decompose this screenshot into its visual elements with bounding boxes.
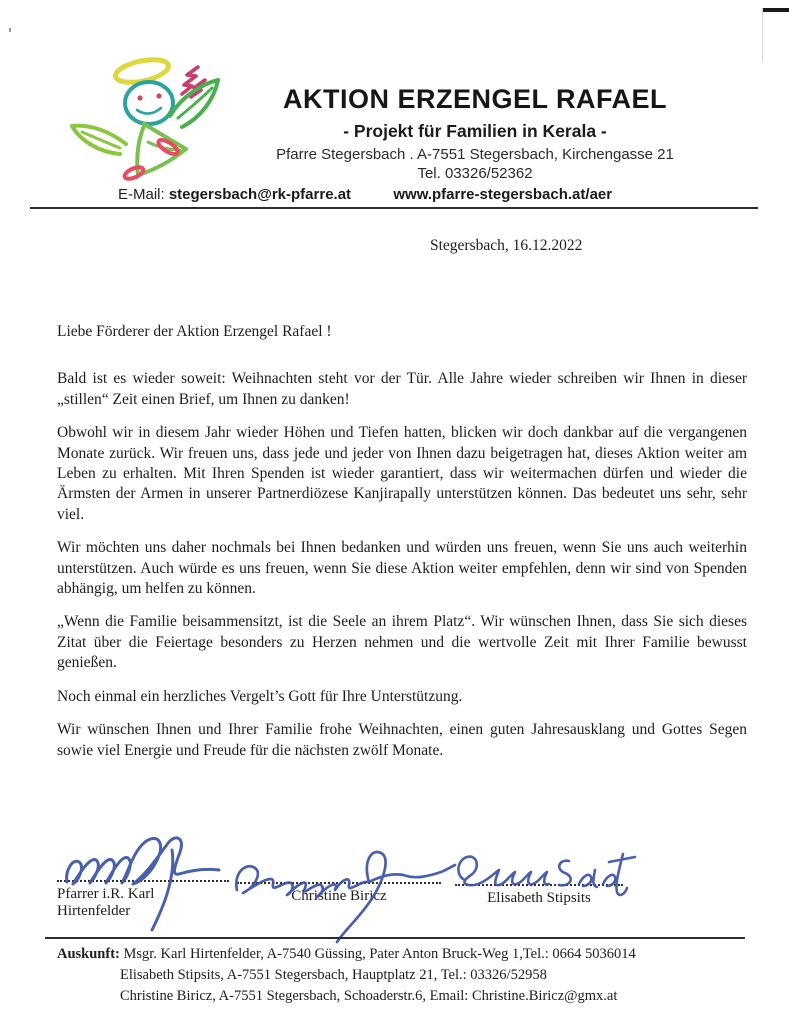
signature-block-christine — [237, 882, 441, 905]
signature-name: Pfarrer i.R. Karl Hirtenfelder — [57, 886, 155, 919]
signature-name: Christine Biricz — [291, 888, 387, 904]
signature-block-karl — [57, 880, 229, 920]
signature-dotted-line — [237, 882, 441, 884]
place-date: Stegersbach, 16.12.2022 — [430, 237, 583, 254]
signature-dotted-line — [455, 884, 623, 886]
email-value: stegersbach@rk-pfarre.at — [168, 186, 352, 203]
signature-block-elisabeth — [455, 884, 623, 907]
body-paragraph-5: Noch einmal ein herzliches Vergelt’s Gott für Ihre Unterstützung. — [57, 687, 463, 705]
email-row — [118, 186, 612, 203]
footer-line-2: Elisabeth Stipsits, A-7551 Stegersbach, Hauptplatz 21, Tel.: 03326/52958 — [120, 967, 547, 983]
body-paragraph-1: Bald ist es wieder soweit: Weihnachten steht vor der Tür. Alle Jahre wieder schreiben wir Ihnen in dieser „stillen“ Zeit einen Brief, um Ihnen zu danken! — [57, 370, 747, 408]
footer-line-3: Christine Biricz, A-7551 Stegersbach, Schoaderstr.6, Email: Christine.Biricz@gmx.at — [120, 988, 618, 1004]
org-phone: Tel. 03326/52362 — [417, 165, 533, 182]
scan-artifact-speck — [9, 28, 11, 32]
body-paragraph-2: Obwohl wir in diesem Jahr wieder Höhen und Tiefen hatten, blicken wir doch dankbar auf die vergangenen Monate zurück. Wir freuen uns, dass jede und jeder von Ihnen dazu beigetragen hat, dieses Aktion weiter am Leben zu erhalten. Mit Ihren Spenden ist wieder garantiert, dass wir weitermachen dürfen und wieder die Ärmsten der Armen in unserer Partnerdiözese Kanjirapally unterstützen können. Das bedeutet uns sehr, sehr viel. — [57, 424, 747, 523]
footer-rule — [45, 937, 745, 939]
letter-body — [57, 322, 747, 774]
letterhead — [195, 84, 755, 182]
org-address: Pfarre Stegersbach . A-7551 Stegersbach, Kirchengasse 21 — [276, 146, 674, 163]
org-title: AKTION ERZENGEL RAFAEL — [282, 84, 668, 114]
email-label: E-Mail: — [118, 186, 165, 203]
footer-label: Auskunft: — [57, 946, 120, 962]
body-paragraph-4: „Wenn die Familie beisammensitzt, ist die Seele an ihrem Platz“. Wir wünschen Ihnen, dass Sie sich dieses Zitat über die Feiertage besonders zu Herzen nehmen und die wertvolle Zeit mit Ihrer Familie bewusst genießen. — [57, 613, 747, 672]
salutation: Liebe Förderer der Aktion Erzengel Rafael ! — [57, 323, 332, 340]
scan-artifact-edge-line — [762, 8, 763, 62]
body-paragraph-6: Wir wünschen Ihnen und Ihrer Familie frohe Weihnachten, einen guten Jahresausklang und Gottes Segen sowie viel Energie und Freude für die nächsten zwölf Monate. — [57, 721, 747, 759]
signature-dotted-line — [57, 880, 229, 882]
header-rule — [30, 207, 758, 209]
scan-artifact-top-right — [762, 8, 789, 12]
signature-name: Elisabeth Stipsits — [487, 890, 591, 906]
footer-line-1 — [57, 944, 757, 965]
body-paragraph-3: Wir möchten uns daher nochmals bei Ihnen bedanken und würden uns freuen, wenn Sie uns auch weiterhin unterstützen. Auch würde es uns freuen, wenn Sie diese Aktion weiter empfehlen, denn wir sind von Spenden abhängig, um helfen zu können. — [57, 539, 747, 598]
footer-info-block — [57, 944, 757, 1007]
footer-line-1-text: Msgr. Karl Hirtenfelder, A-7540 Güssing, Pater Anton Bruck-Weg 1,Tel.: 0664 5036014 — [123, 946, 636, 962]
org-subtitle: - Projekt für Familien in Kerala - — [343, 121, 607, 141]
website-value: www.pfarre-stegersbach.at/aer — [393, 186, 613, 203]
